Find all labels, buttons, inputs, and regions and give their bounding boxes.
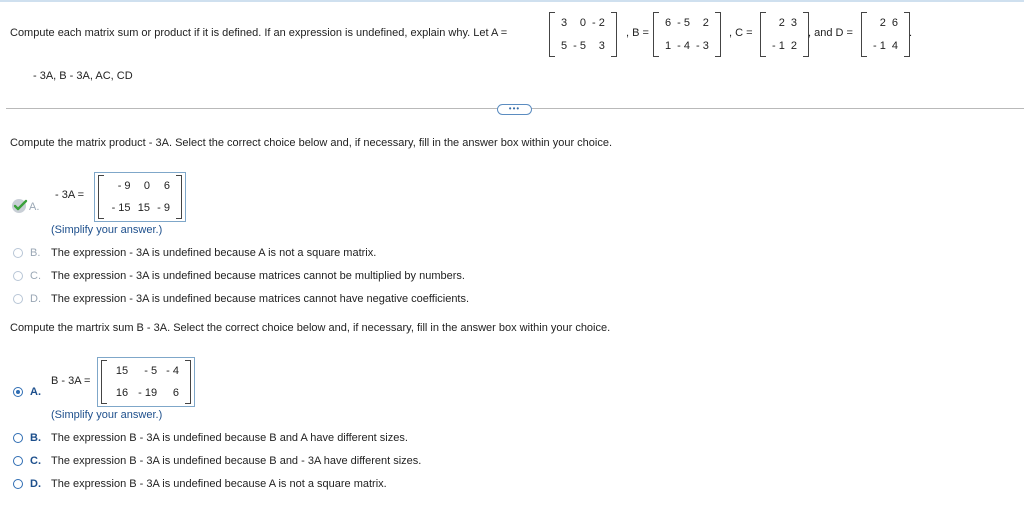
matrix-cell: - 1: [873, 39, 886, 52]
part1-answer-box[interactable]: [94, 172, 186, 222]
part2-radio-a[interactable]: [13, 387, 23, 397]
matrix-cell: - 5: [677, 17, 690, 30]
period: .: [909, 27, 913, 39]
part2-radio-d[interactable]: [13, 479, 23, 489]
part1-radio-b[interactable]: [13, 248, 23, 258]
matrix-cell: - 4: [166, 365, 179, 377]
label-c: , C =: [729, 27, 753, 39]
part2-choice-d-text: The expression B - 3A is undefined because A is not a square matrix.: [51, 478, 387, 490]
label-b: , B =: [626, 27, 649, 39]
part1-answer-matrix: [98, 175, 182, 219]
matrix-cell: 2: [778, 17, 785, 30]
matrix-c: [760, 12, 809, 57]
part1-radio-d[interactable]: [13, 294, 23, 304]
matrix-cell: - 15: [111, 202, 131, 214]
part1-choice-c-text: The expression - 3A is undefined because matrices cannot be multiplied by numbers.: [51, 270, 465, 282]
matrix-cell: 1: [665, 39, 672, 52]
matrix-a: [549, 12, 617, 57]
part2-lhs: B - 3A =: [51, 375, 91, 387]
part1-lhs: - 3A =: [55, 189, 85, 201]
part1-choice-d-text: The expression - 3A is undefined because matrices cannot have negative coefficients.: [51, 293, 470, 305]
correct-check-icon: [12, 199, 26, 213]
part1-prompt: Compute the matrix product - 3A. Select the correct choice below and, if necessary, fill in the answer box within your choice.: [10, 137, 613, 149]
part1-choice-c-letter: C.: [30, 270, 41, 282]
matrix-cell: 0: [143, 180, 150, 192]
problem-intro: Compute each matrix sum or product if it is defined. If an expression is undefined, explain why. Let A =: [10, 27, 508, 39]
expression-list: - 3A, B - 3A, AC, CD: [33, 70, 133, 82]
top-border: [0, 0, 1024, 2]
part2-prompt: Compute the martrix sum B - 3A. Select the correct choice below and, if necessary, fill in the answer box within your choice.: [10, 322, 611, 334]
matrix-cell: 6: [665, 17, 672, 30]
matrix-cell: 5: [561, 39, 568, 52]
matrix-b: [653, 12, 721, 57]
matrix-cell: 15: [137, 202, 150, 214]
part2-radio-c[interactable]: [13, 456, 23, 466]
part2-choice-b-letter: B.: [30, 432, 41, 444]
matrix-cell: 3: [561, 17, 568, 30]
matrix-cell: - 19: [138, 387, 158, 399]
matrix-cell: 6: [891, 17, 898, 30]
part2-radio-b[interactable]: [13, 433, 23, 443]
matrix-cell: - 2: [591, 17, 605, 30]
part2-answer-box[interactable]: [97, 357, 195, 407]
part2-choice-a-letter: A.: [30, 386, 41, 398]
matrix-cell: 3: [790, 17, 797, 30]
matrix-cell: 0: [579, 17, 586, 30]
part2-choice-c-text: The expression B - 3A is undefined because B and - 3A have different sizes.: [51, 455, 422, 467]
part2-choice-b-text: The expression B - 3A is undefined because B and A have different sizes.: [51, 432, 408, 444]
matrix-cell: 15: [115, 365, 129, 377]
part1-radio-c[interactable]: [13, 271, 23, 281]
part1-choice-b-text: The expression - 3A is undefined because A is not a square matrix.: [51, 247, 377, 259]
matrix-cell: 6: [172, 387, 179, 399]
matrix-cell: - 1: [772, 39, 785, 52]
matrix-cell: - 9: [157, 202, 170, 214]
matrix-cell: 2: [702, 17, 709, 30]
matrix-cell: 16: [115, 387, 129, 399]
matrix-cell: - 9: [117, 180, 131, 192]
matrix-cell: - 5: [144, 365, 158, 377]
matrix-d: [861, 12, 913, 57]
matrix-cell: 3: [598, 39, 605, 52]
part2-answer-matrix: [101, 360, 191, 404]
matrix-cell: - 5: [573, 39, 586, 52]
matrix-cell: - 4: [677, 39, 690, 52]
matrix-cell: 4: [891, 39, 898, 52]
part1-hint: (Simplify your answer.): [51, 224, 163, 236]
part1-choice-b-letter: B.: [30, 247, 41, 259]
part1-choice-d-letter: D.: [30, 293, 41, 305]
part2-hint: (Simplify your answer.): [51, 409, 163, 421]
part2-choice-c-letter: C.: [30, 455, 41, 467]
label-and-d: , and D =: [808, 27, 853, 39]
matrix-cell: - 3: [695, 39, 709, 52]
part1-choice-a-letter: A.: [29, 201, 40, 213]
matrix-cell: 6: [163, 180, 170, 192]
part2-choice-d-letter: D.: [30, 478, 41, 490]
matrix-cell: 2: [790, 39, 797, 52]
expand-dots-button[interactable]: •••: [497, 104, 532, 115]
matrix-cell: 2: [879, 17, 886, 30]
